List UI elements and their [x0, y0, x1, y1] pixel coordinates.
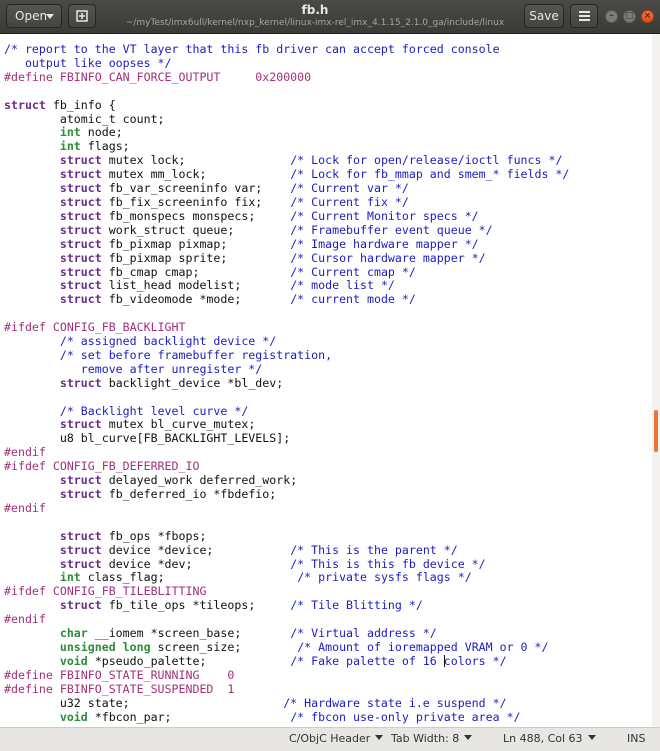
code-comment: /* report to the VT layer that this fb driver can accept forced console [4, 42, 500, 56]
code-text [4, 529, 60, 543]
code-text: node; [80, 125, 123, 140]
code-preprocessor: #define FBINFO_STATE_RUNNING 0 [4, 667, 235, 682]
scrollbar-track[interactable] [652, 34, 660, 727]
code-line [4, 112, 165, 126]
tab-width-selector[interactable] [391, 728, 472, 750]
hamburger-menu-button[interactable] [570, 4, 598, 28]
code-comment: /* Tile Blitting */ [290, 598, 423, 613]
header-bar [0, 0, 660, 34]
code-line [4, 640, 548, 654]
code-text: fb_var_screeninfo var; [101, 181, 291, 196]
chevron-down-icon [588, 735, 596, 740]
code-line [4, 292, 416, 306]
code-line [4, 237, 479, 251]
code-line [4, 42, 500, 56]
code-text [4, 570, 60, 584]
code-type: void [59, 653, 88, 668]
code-line [4, 223, 493, 237]
code-preprocessor: #ifdef CONFIG_FB_TILEBLITTING [4, 584, 207, 599]
code-comment: /* Image hardware mapper */ [290, 236, 479, 251]
code-line [4, 487, 276, 501]
code-line [4, 209, 479, 223]
code-text: fb_deferred_io *fbdefio; [101, 487, 277, 501]
code-text [4, 209, 60, 223]
code-line [4, 696, 507, 710]
code-text: __iomem *screen_base; [87, 626, 291, 641]
code-keyword: struct [59, 375, 102, 390]
code-keyword: struct [59, 236, 102, 251]
code-comment: /* Cursor hardware mapper */ [290, 250, 486, 265]
code-text: fb_pixmap sprite; [101, 250, 291, 265]
code-type: int [59, 139, 81, 154]
code-text [4, 487, 60, 501]
code-line [4, 626, 437, 640]
code-comment: /* mode list */ [290, 278, 395, 293]
code-comment: output like oopses */ [4, 55, 172, 70]
code-comment: /* Lock for fb_mmap and smem_* fields */ [290, 167, 570, 182]
code-line [4, 195, 409, 209]
code-text: fb_tile_ops *tileops; [101, 598, 291, 613]
code-text [4, 557, 60, 571]
code-keyword: struct [59, 167, 102, 182]
code-line [4, 98, 116, 112]
code-text [4, 334, 60, 348]
code-text: flags; [80, 139, 130, 154]
code-text: atomic_t count; [4, 111, 165, 126]
code-type: unsigned long [59, 639, 151, 654]
code-comment: /* Lock for open/release/ioctl funcs */ [290, 153, 563, 168]
code-text: fb_fix_screeninfo fix; [101, 194, 291, 209]
code-line [4, 334, 276, 348]
cursor-position[interactable] [503, 728, 596, 750]
code-keyword: struct [59, 181, 102, 196]
code-comment: colors */ [443, 653, 507, 668]
code-text: fb_videomode *mode; [101, 292, 291, 307]
code-text: fb_info { [45, 97, 116, 112]
code-line [4, 404, 248, 418]
code-text: list_head modelist; [101, 278, 291, 293]
code-text: u8 bl_curve[FB_BACKLIGHT_LEVELS]; [4, 431, 291, 446]
code-comment: /* assigned backlight device */ [59, 334, 277, 349]
code-text: u32 state; [4, 695, 284, 710]
status-bar [0, 727, 660, 751]
code-line [4, 70, 311, 84]
code-preprocessor: #define FBINFO_CAN_FORCE_OUTPUT 0x200000 [4, 69, 312, 84]
code-line [4, 654, 507, 668]
code-text: fb_ops *fbops; [101, 528, 207, 543]
code-text [4, 195, 60, 209]
code-text: device *device; [101, 542, 291, 557]
code-line [4, 320, 185, 334]
code-text [4, 125, 60, 139]
code-text [4, 292, 60, 306]
tab-width-label: Tab Width: 8 [391, 732, 460, 745]
code-line [4, 570, 472, 584]
code-text [4, 251, 60, 265]
code-line [4, 431, 290, 445]
code-text: *fbcon_par; [87, 709, 291, 724]
code-keyword: struct [59, 417, 102, 432]
code-preprocessor: #endif [4, 500, 46, 515]
language-label: C/ObjC Header [289, 732, 371, 745]
code-type: char [59, 626, 88, 641]
code-text: mutex bl_curve_mutex; [101, 417, 256, 432]
code-line [4, 543, 458, 557]
code-line [4, 682, 234, 696]
code-comment: /* This is the parent */ [290, 542, 458, 557]
code-text [4, 348, 60, 362]
code-line [4, 125, 123, 139]
code-line [4, 584, 206, 598]
language-selector[interactable] [289, 728, 383, 750]
code-text: fb_pixmap pixmap; [101, 236, 291, 251]
code-keyword: struct [59, 292, 102, 307]
code-comment: /* Current Monitor specs */ [290, 208, 479, 223]
code-line [4, 598, 423, 612]
insert-mode: INS [627, 732, 646, 745]
code-comment: /* Hardware state i.e suspend */ [283, 695, 507, 710]
chevron-down-icon [46, 14, 54, 19]
code-line [4, 417, 255, 431]
code-comment: /* Amount of ioremapped VRAM or 0 */ [297, 639, 549, 654]
code-comment: /* Fake palette of 16 [290, 653, 444, 668]
code-text [4, 654, 60, 668]
close-button[interactable] [641, 10, 654, 23]
code-text [4, 404, 60, 418]
code-text: mutex lock; [101, 153, 291, 168]
code-text: fb_monspecs monspecs; [101, 208, 291, 223]
text-editor[interactable] [0, 34, 652, 727]
code-text: device *dev; [101, 556, 291, 571]
code-line [4, 56, 172, 70]
code-text: work_struct queue; [101, 222, 291, 237]
code-line [4, 459, 199, 473]
code-text [4, 153, 60, 167]
maximize-button[interactable] [623, 10, 636, 23]
code-comment: /* set before framebuffer registration, [59, 347, 333, 362]
code-view[interactable] [4, 43, 569, 724]
code-comment: /* This is this fb device */ [290, 556, 486, 571]
code-comment: /* current mode */ [290, 292, 416, 307]
code-text [4, 181, 60, 195]
code-keyword: struct [59, 264, 102, 279]
code-line [4, 710, 521, 724]
code-keyword: struct [59, 473, 102, 488]
code-line [4, 278, 395, 292]
code-preprocessor: #endif [4, 445, 46, 460]
code-text [4, 473, 60, 487]
code-line [4, 557, 486, 571]
code-text: delayed_work deferred_work; [101, 473, 298, 488]
maximize-icon: □ [625, 11, 634, 21]
code-comment: /* fbcon use-only private area */ [290, 709, 521, 724]
code-text: *pseudo_palette; [87, 653, 291, 668]
code-keyword: struct [59, 194, 102, 209]
code-line [4, 668, 234, 682]
code-comment: remove after unregister */ [4, 361, 263, 376]
code-line [4, 376, 283, 390]
new-document-icon [75, 9, 89, 23]
code-comment: /* Virtual address */ [290, 626, 437, 641]
code-preprocessor: #ifdef CONFIG_FB_DEFERRED_IO [4, 459, 200, 474]
code-line [4, 362, 262, 376]
code-line [4, 251, 486, 265]
window-path: ~/myTest/imx6ull/kernel/nxp_kernel/linux-imx-rel_imx_4.1.15_2.1.0_ga/include/linux [125, 18, 505, 28]
code-line [4, 139, 130, 153]
chevron-down-icon [464, 735, 472, 740]
code-comment: /* Current var */ [290, 181, 409, 196]
code-keyword: struct [4, 97, 46, 112]
code-keyword: struct [59, 278, 102, 293]
code-keyword: struct [59, 487, 102, 501]
minimize-icon: – [609, 11, 614, 21]
code-text [4, 278, 60, 292]
code-keyword: struct [59, 222, 102, 237]
code-text [4, 376, 60, 390]
code-text [4, 710, 60, 724]
code-line [4, 529, 206, 543]
open-button-label: Open [15, 9, 48, 23]
code-type: int [59, 125, 81, 140]
code-text [4, 543, 60, 557]
code-line [4, 612, 46, 626]
new-tab-button[interactable] [68, 4, 96, 28]
menu-icon [579, 11, 590, 13]
close-icon: × [643, 11, 652, 21]
code-text: mutex mm_lock; [101, 167, 291, 182]
code-keyword: struct [59, 153, 102, 168]
code-line [4, 181, 409, 195]
code-keyword: struct [59, 250, 102, 265]
code-line [4, 501, 46, 515]
code-line [4, 153, 562, 167]
code-text [4, 139, 60, 153]
save-button[interactable]: Save [524, 4, 564, 28]
code-comment: /* Current cmap */ [290, 264, 416, 279]
code-text: screen_size; [150, 639, 298, 654]
code-line [4, 167, 569, 181]
code-text [4, 167, 60, 181]
code-comment: /* Backlight level curve */ [59, 403, 249, 418]
code-comment: /* private sysfs flags */ [297, 570, 472, 585]
code-keyword: struct [59, 598, 102, 613]
code-keyword: struct [59, 528, 102, 543]
code-type: int [59, 570, 81, 585]
code-comment: /* Framebuffer event queue */ [290, 222, 493, 237]
code-type: void [59, 709, 88, 724]
code-keyword: struct [59, 556, 102, 571]
code-text: fb_cmap cmap; [101, 264, 291, 279]
code-line [4, 348, 332, 362]
code-preprocessor: #ifdef CONFIG_FB_BACKLIGHT [4, 320, 186, 335]
code-text [4, 598, 60, 612]
code-preprocessor: #endif [4, 612, 46, 627]
code-text [4, 223, 60, 237]
code-text [4, 417, 60, 431]
window-title: fb.h [301, 3, 329, 17]
chevron-down-icon [375, 735, 383, 740]
code-preprocessor: #define FBINFO_STATE_SUSPENDED 1 [4, 681, 235, 696]
code-text [4, 626, 60, 640]
code-keyword: struct [59, 208, 102, 223]
code-text [4, 640, 60, 654]
code-line [4, 473, 297, 487]
code-text [4, 265, 60, 279]
code-keyword: struct [59, 542, 102, 557]
code-text: backlight_device *bl_dev; [101, 375, 284, 390]
code-comment: /* Current fix */ [290, 194, 409, 209]
minimize-button[interactable] [605, 10, 618, 23]
code-text [4, 237, 60, 251]
cursor-position-label: Ln 488, Col 63 [503, 732, 583, 745]
open-button[interactable] [6, 4, 62, 28]
code-line [4, 265, 416, 279]
scrollbar-thumb[interactable] [654, 410, 658, 452]
code-text: class_flag; [80, 570, 298, 585]
code-line [4, 445, 46, 459]
